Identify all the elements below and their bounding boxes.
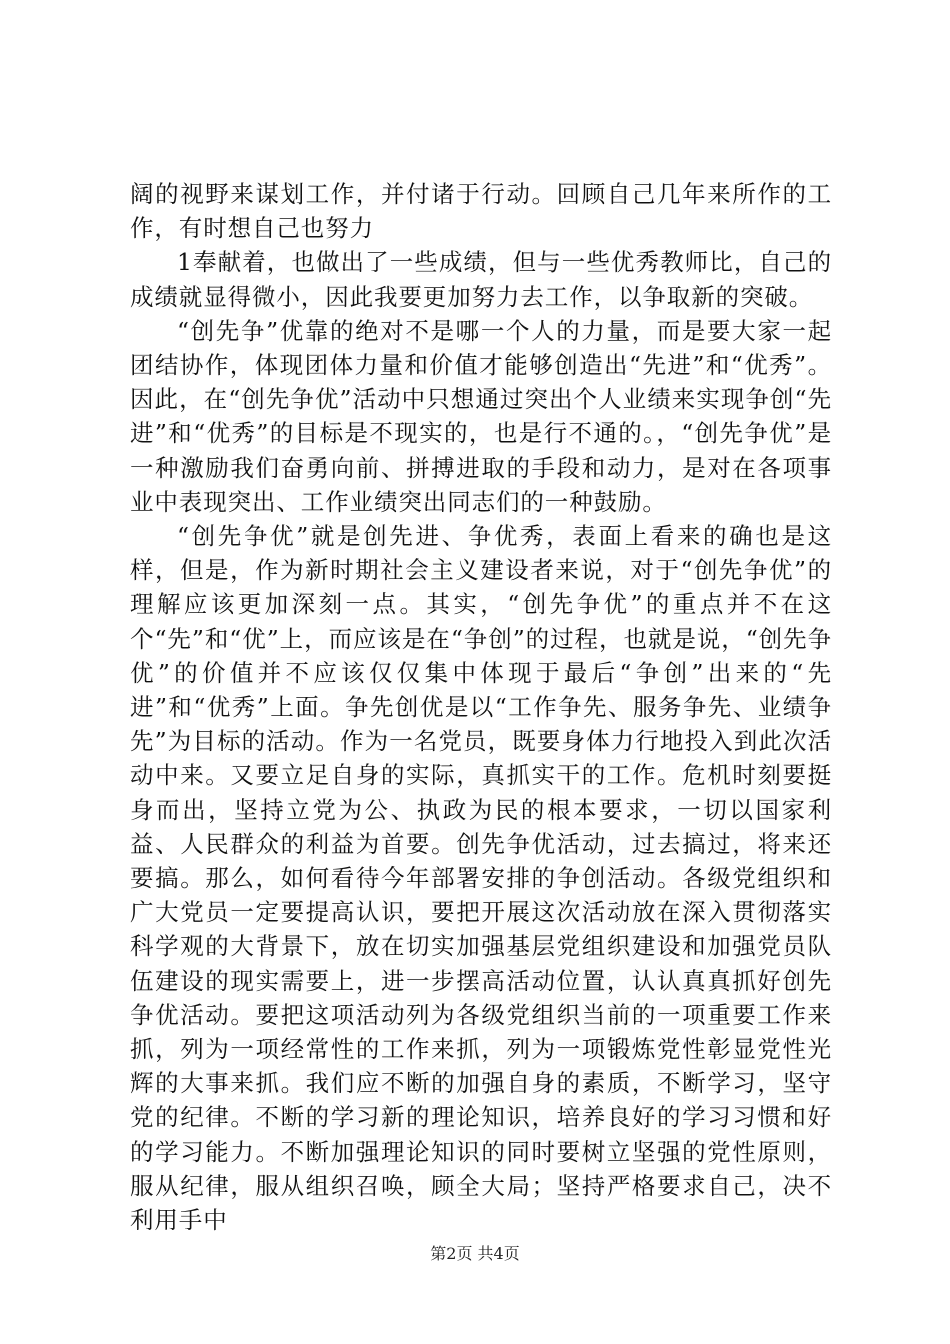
paragraph-continuation: 阔的视野来谋划工作，并付诸于行动。回顾自己几年来所作的工作，有时想自己也努力 <box>130 180 832 243</box>
document-body <box>130 177 832 1237</box>
paragraph: “创先争”优靠的绝对不是哪一个人的力量，而是要大家一起团结协作，体现团体力量和价值才能够创造出“先进”和“优秀”。因此，在“创先争优”活动中只想通过突出个人业绩来实现争创“先进”和“优秀”的目标是不现实的，也是行不通的。，“创先争优”是一种激励我们奋勇向前、拼搏进取的手段和动力，是对在各项事业中表现突出、工作业绩突出同志们的一种鼓励。 <box>130 316 832 516</box>
paragraph: “创先争优”就是创先进、争优秀，表面上看来的确也是这样，但是，作为新时期社会主义建设者来说，对于“创先争优”的理解应该更加深刻一点。其实，“创先争优”的重点并不在这个“先”和“优”上，而应该是在“争创”的过程，也就是说，“创先争优”的价值并不应该仅仅集中体现于最后“争创”出来的“先进”和“优秀”上面。争先创优是以“工作争先、服务争先、业绩争先”为目标的活动。作为一名党员，既要身体力行地投入到此次活动中来。又要立足自身的实际，真抓实干的工作。危机时刻要挺身而出，坚持立党为公、执政为民的根本要求，一切以国家利益、人民群众的利益为首要。创先争优活动，过去搞过，将来还要搞。那么，如何看待今年部署安排的争创活动。各级党组织和广大党员一定要提高认识，要把开展这次活动放在深入贯彻落实科学观的大背景下，放在切实加强基层党组织建设和加强党员队伍建设的现实需要上，进一步摆高活动位置，认认真真抓好创先争优活动。要把这项活动列为各级党组织当前的一项重要工作来抓，列为一项经常性的工作来抓，列为一项锻炼党性彰显党性光辉的大事来抓。我们应不断的加强自身的素质，不断学习，坚守党的纪律。不断的学习新的理论知识，培养良好的学习习惯和好的学习能力。不断加强理论知识的同时要树立坚强的党性原则，服从纪律，服从组织召唤，顾全大局；坚持严格要求自己，决不利用手中 <box>130 522 832 1235</box>
page-number-label: 第2页 共4页 <box>430 1244 520 1263</box>
page-footer <box>0 1244 950 1264</box>
paragraph: 1奉献着，也做出了一些成绩，但与一些优秀教师比，自己的成绩就显得微小，因此我要更加努力去工作，以争取新的突破。 <box>130 248 832 311</box>
